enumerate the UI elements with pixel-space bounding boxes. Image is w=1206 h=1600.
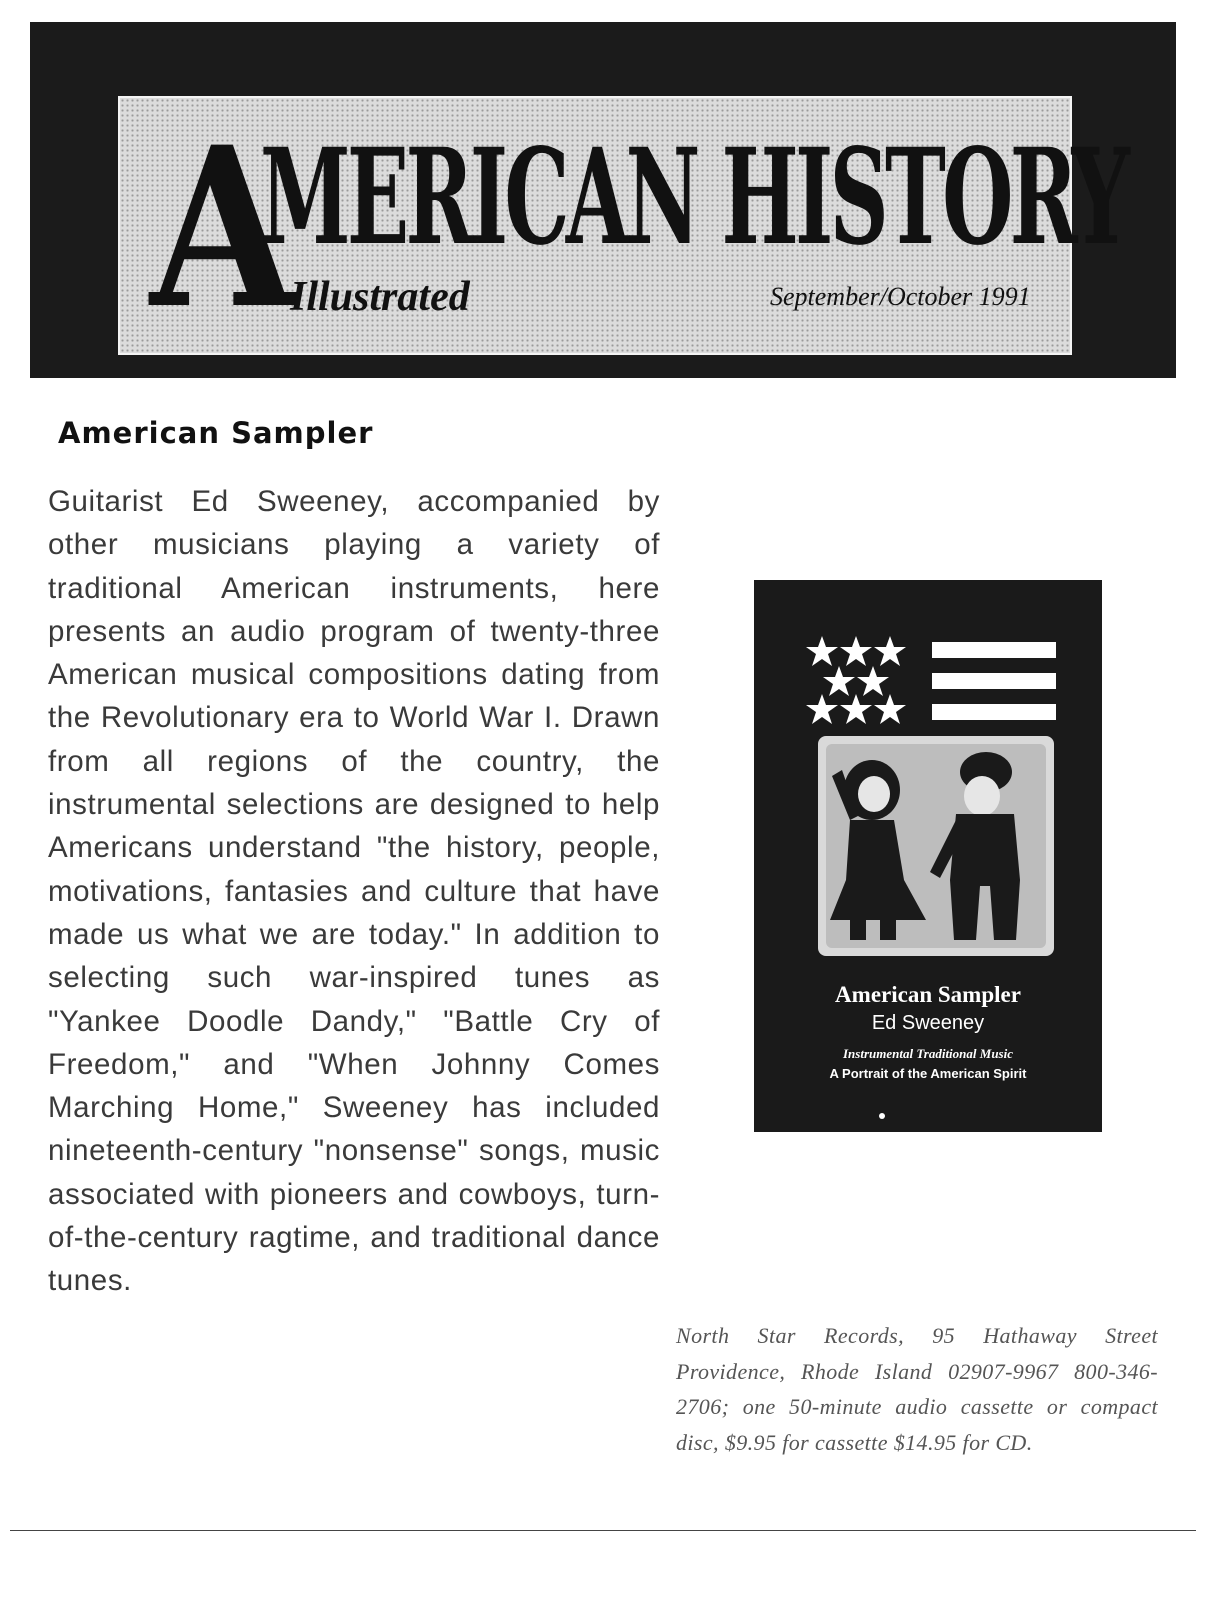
cover-dot — [879, 1113, 885, 1119]
cover-artist: Ed Sweeney — [871, 1012, 985, 1034]
masthead — [30, 22, 1176, 378]
ordering-info: North Star Records, 95 Hathaway Street Providence, Rhode Island 02907-9967 800-346-2706; one 50-minute audio cassette or compact disc, $9.95 for cassette $14.95 for CD. — [676, 1323, 1158, 1455]
issue-date: September/October 1991 — [770, 282, 1031, 311]
star-icon — [840, 636, 872, 666]
masthead-title-initial: A — [150, 98, 296, 357]
cover-tagline: A Portrait of the American Spirit — [829, 1066, 1027, 1081]
star-icon — [874, 636, 906, 666]
star-icon — [840, 694, 872, 724]
masthead-subtitle: Illustrated — [290, 274, 470, 320]
article-headline: American Sampler — [58, 416, 374, 450]
article-body: Guitarist Ed Sweeney, accompanied by other musicians playing a variety of traditional American instruments, here presents an audio program of twenty-three American musical compositions dating from the Revolutionary era to World War I. Drawn from all regions of the country, the instrumental selections are designed to help Americans understand "the history, people, motivations, fantasies and culture that have made us what we are today." In addition to selecting such war-inspired tunes as "Yankee Doodle Dandy," "Battle Cry of Freedom," and "When Johnny Comes Marching Home," Sweeney has included nineteenth-century "nonsense" songs, music associated with pioneers and cowboys, turn-of-the-century ragtime, and traditional dance tunes. — [48, 485, 660, 1298]
star-icon — [806, 694, 838, 724]
flag-stripes — [932, 642, 1056, 720]
star-icon — [823, 666, 855, 696]
masthead-title: MERICAN HISTORY — [260, 120, 1127, 275]
page-divider — [10, 1530, 1196, 1531]
cover-subtitle: Instrumental Traditional Music — [842, 1046, 1013, 1061]
star-icon — [857, 666, 889, 696]
star-icons — [806, 636, 906, 724]
cover-title: American Sampler — [835, 982, 1021, 1007]
star-icon — [874, 694, 906, 724]
star-icon — [806, 636, 838, 666]
album-cover — [754, 580, 1102, 1132]
masthead-panel — [118, 96, 1127, 357]
